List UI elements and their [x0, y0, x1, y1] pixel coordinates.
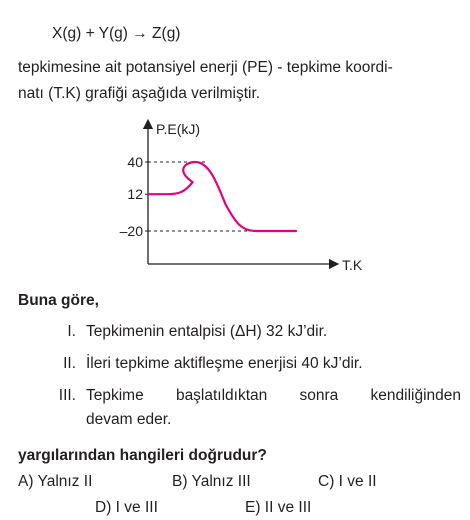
- statement-text-1: Tepkimenin entalpisi (ΔH) 32 kJ’dir.: [86, 323, 328, 340]
- y-axis-label: P.E(kJ): [156, 121, 201, 137]
- statement-text-3-cont: devam eder.: [86, 411, 172, 428]
- question-lead: Buna göre,: [18, 292, 99, 309]
- option-e[interactable]: E) II ve III: [245, 499, 312, 516]
- option-c[interactable]: C) I ve II: [318, 473, 377, 490]
- question-prompt: yargılarından hangileri doğrudur?: [18, 447, 267, 464]
- statement-text-3: Tepkime başlatıldıktan sonra kendiliğinden: [86, 387, 461, 404]
- statement-text-2: İleri tepkime aktifleşme enerjisi 40 kJ’dir.: [86, 355, 363, 372]
- intro-line-2: natı (T.K) grafiği aşağıda verilmiştir.: [18, 85, 261, 102]
- y-tick-label: 40: [127, 154, 143, 170]
- x-axis-label: T.K: [342, 257, 363, 273]
- statement-numeral-1: I.: [67, 323, 76, 340]
- option-a[interactable]: A) Yalnız II: [18, 473, 93, 490]
- statement-numeral-2: II.: [63, 355, 76, 372]
- y-tick-label: –20: [119, 223, 143, 239]
- y-tick-label: 12: [127, 186, 143, 203]
- potential-energy-chart: [0, 110, 470, 285]
- statement-numeral-3: III.: [58, 387, 76, 404]
- intro-line-1: tepkimesine ait potansiyel enerji (PE) - tepkime koordi-: [18, 59, 393, 76]
- option-d[interactable]: D) I ve III: [95, 499, 158, 516]
- reaction-equation: X(g) + Y(g) → Z(g): [52, 25, 181, 42]
- pe-curve-series: [148, 162, 296, 231]
- option-b[interactable]: B) Yalnız III: [172, 473, 251, 490]
